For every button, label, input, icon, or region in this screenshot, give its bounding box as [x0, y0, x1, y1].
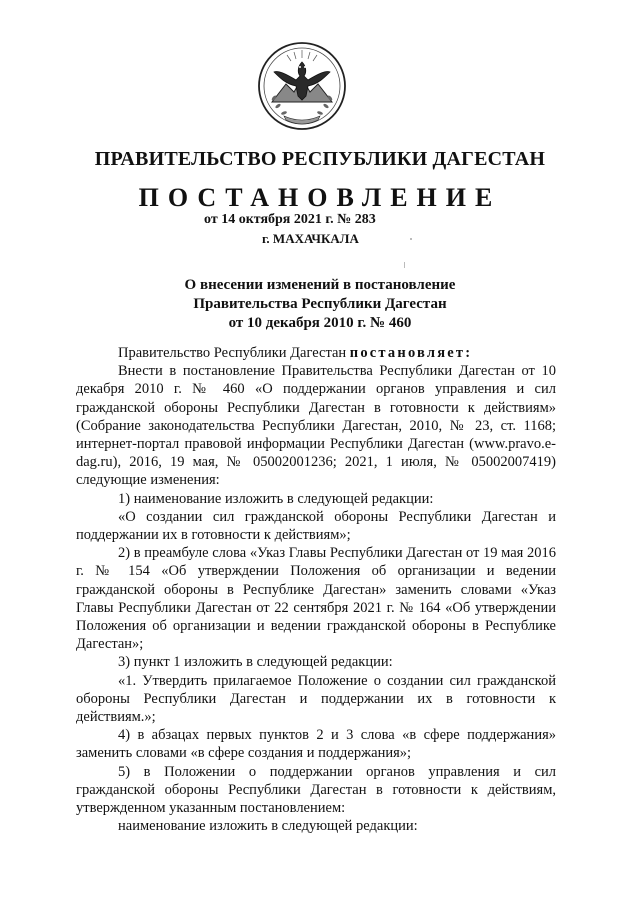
paragraph-item-3: 3) пункт 1 изложить в следующей редакции:	[118, 654, 393, 671]
paragraph-new-title: «О создании сил гражданской обороны Республики Дагестан и поддержании их в готовности к действиям»;	[76, 508, 556, 544]
resolves-keyword: постановляет:	[349, 345, 473, 361]
paragraph-item-4: 4) в абзацах первых пунктов 2 и 3 слова «в сфере поддержания» заменить словами «в сфере создания и поддержания»;	[76, 727, 556, 762]
document-type: ПОСТАНОВЛЕНИЕ	[138, 183, 502, 212]
document-subject	[0, 276, 640, 333]
paragraph-item-5: 5) в Положении о поддержании органов управления и сил гражданской обороны Республики Дагестан в готовности к действиям, утвержденном указанным постановлением:	[76, 763, 556, 817]
paragraph-resolves	[76, 344, 556, 362]
document-body	[76, 344, 556, 835]
scan-speck	[410, 238, 412, 240]
paragraph-amend-intro: Внести в постановление Правительства Республики Дагестан от 10 декабря 2010 г. № 460 «О поддержании органов управления и сил гражданской обороны Республики Дагестан в готовности к действиям» (Собрание законодательства Республики Дагестан, 2010, № 23, ст. 1168; интернет-портал правовой информации Республики Дагестан (www.pravo.e-dag.ru), 2016, 19 мая, № 05002001236; 2021, 1 июля, № 05002007419) следующие изменения:	[76, 363, 556, 489]
document-city: г. МАХАЧКАЛА	[262, 231, 359, 246]
scan-speck	[404, 262, 405, 268]
paragraph-new-point-1: «1. Утвердить прилагаемое Положение о создании сил гражданской обороны Республики Дагестан и поддержании их в готовности к действиям.»;	[76, 672, 556, 726]
document-date-number: от 14 октября 2021 г. № 283	[204, 212, 376, 227]
paragraph-item-1: 1) наименование изложить в следующей редакции:	[118, 490, 434, 507]
dagestan-emblem-icon	[256, 40, 348, 132]
resolves-lead: Правительство Республики Дагестан	[118, 345, 350, 361]
subject-line-2: Правительства Республики Дагестан	[193, 296, 447, 312]
government-title: ПРАВИТЕЛЬСТВО РЕСПУБЛИКИ ДАГЕСТАН	[94, 148, 546, 170]
subject-line-3: от 10 декабря 2010 г. № 460	[228, 315, 412, 331]
paragraph-title-wording: наименование изложить в следующей редакции:	[118, 818, 418, 835]
paragraph-item-2: 2) в преамбуле слова «Указ Главы Республики Дагестан от 19 мая 2016 г. № 154 «Об утверждении Положения об организации и ведении гражданской обороны в Республике Дагестан» заменить словами «Указ Главы Республики Дагестан от 22 сентября 2021 г. № 164 «Об утверждении Положения об организации и ведении гражданской обороны в Республике Дагестан»;	[76, 545, 556, 653]
subject-line-1: О внесении изменений в постановление	[184, 277, 456, 293]
